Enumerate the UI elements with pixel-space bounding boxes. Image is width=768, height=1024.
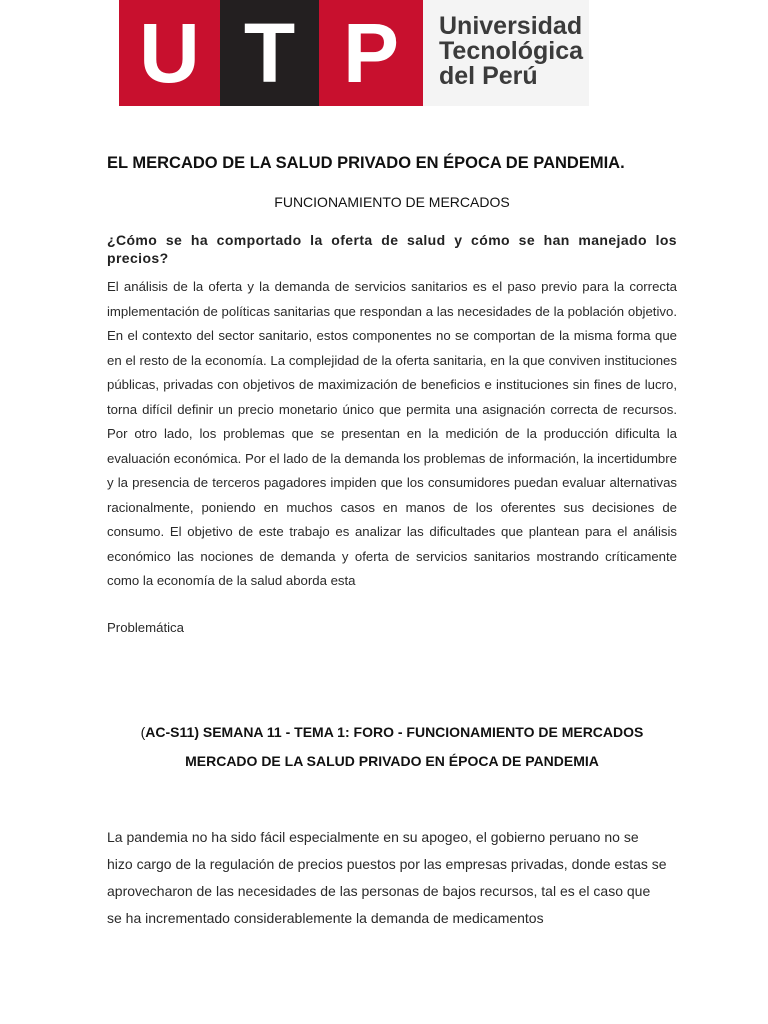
problematica-text: Problemática [107, 620, 184, 635]
foro-paren: ( [140, 724, 146, 740]
logo-line-3: del Perú [439, 62, 538, 90]
logo-line-2: Tecnológica [439, 37, 584, 65]
logo-university-name [423, 0, 589, 106]
document-title: EL MERCADO DE LA SALUD PRIVADO EN ÉPOCA DE PANDEMIA. [107, 154, 625, 172]
utp-logo [119, 0, 589, 106]
foro-heading-line-2: MERCADO DE LA SALUD PRIVADO EN ÉPOCA DE PANDEMIA [185, 753, 599, 769]
logo-line-1: Universidad [439, 12, 583, 40]
foro-title: AC-S11) SEMANA 11 - TEMA 1: FORO - FUNCIONAMIENTO DE MERCADOS [145, 724, 644, 740]
document-subtitle: FUNCIONAMIENTO DE MERCADOS [274, 194, 510, 210]
logo-letter-t: T [220, 0, 319, 106]
foro-heading [107, 718, 677, 776]
body-paragraph-1: El análisis de la oferta y la demanda de servicios sanitarios es el paso previo para la correcta implementación de políticas sanitarias que respondan a las necesidades de la población objetivo. En el contexto del sector sanitario, estos componentes no se comportan de la misma forma que en el resto de la economía. La complejidad de la oferta sanitaria, en la que conviven instituciones públicas, privadas con objetivos de maximización de beneficios e instituciones sin fines de lucro, torna difícil definir un precio monetario único que permita una asignación correcta de recursos. Por otro lado, los problemas que se presentan en la medición de la producción dificulta la evaluación económica. Por el lado de la demanda los problemas de información, la incertidumbre y la presencia de terceros pagadores impiden que los consumidores puedan evaluar alternativas racionalmente, poniendo en muchos casos en manos de los oferentes sus decisiones de consumo. El objetivo de este trabajo es analizar las dificultades que plantean para el análisis económico las nociones de demanda y oferta de servicios sanitarios mostrando críticamente como la economía de la salud aborda esta [107, 279, 677, 588]
foro-heading-line-1 [107, 718, 677, 747]
logo-letter-u: U [119, 0, 220, 106]
body-paragraph-2: La pandemia no ha sido fácil especialmente en su apogeo, el gobierno peruano no se hizo cargo de la regulación de precios puestos por las empresas privadas, donde estas se aprovecharon de las necesidades de las personas de bajos recursos, tal es el caso que se ha incrementado considerablemente la demanda de medicamentos [107, 829, 667, 926]
question-heading: ¿Cómo se ha comportado la oferta de salud y cómo se han manejado los precios? [107, 232, 677, 266]
logo-letter-p: P [319, 0, 423, 106]
